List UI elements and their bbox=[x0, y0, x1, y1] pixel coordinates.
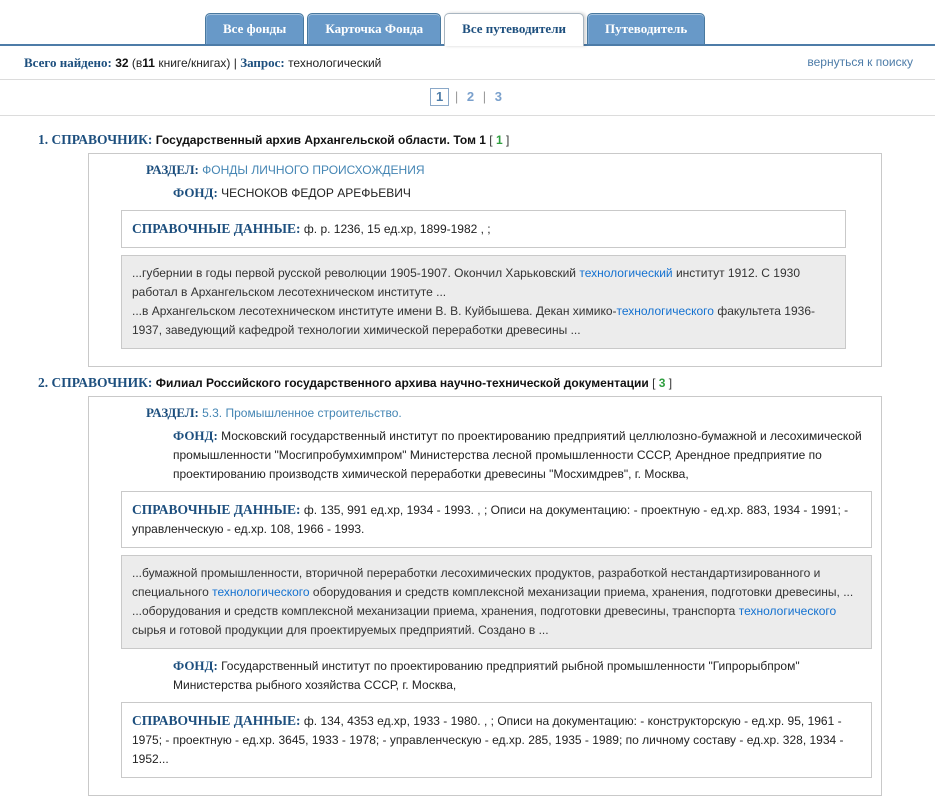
count-bracket-open: [ bbox=[652, 376, 659, 390]
section-link[interactable]: 5.3. Промышленное строительство. bbox=[202, 406, 402, 420]
in-books-close: книге/книгах) bbox=[158, 56, 231, 70]
query-highlight: технологического bbox=[616, 304, 714, 318]
query-highlight: технологического bbox=[212, 585, 310, 599]
search-result bbox=[38, 375, 935, 796]
reference-data-box bbox=[121, 702, 872, 778]
in-books-open: (в bbox=[131, 56, 143, 70]
result-hit-count: 1 bbox=[495, 133, 503, 147]
fond-name: Государственный институт по проектированию предприятий рыбной промышленности "Гипрорыбпром" Министерства рыбного хозяйства СССР, г. Москва, bbox=[173, 659, 800, 692]
fond-name: ЧЕСНОКОВ ФЕДОР АРЕФЬЕВИЧ bbox=[221, 186, 411, 200]
query-label: Запрос: bbox=[240, 55, 285, 70]
result-type-label: СПРАВОЧНИК: bbox=[51, 375, 156, 390]
result-detail-box bbox=[88, 153, 882, 367]
pagination bbox=[0, 80, 935, 115]
reference-data-label: СПРАВОЧНЫЕ ДАННЫЕ: bbox=[132, 502, 304, 517]
count-bracket-open: [ bbox=[489, 133, 496, 147]
snippet-line bbox=[132, 302, 835, 340]
reference-data-box bbox=[121, 210, 846, 248]
result-book-title[interactable]: Филиал Российского государственного архива научно-технической документации bbox=[155, 376, 653, 390]
reference-data-value: ф. р. 1236, 15 ед.хр, 1899-1982 , ; bbox=[303, 222, 491, 236]
result-book-title[interactable]: Государственный архив Архангельской области. Том 1 bbox=[155, 133, 490, 147]
tab-bar bbox=[0, 0, 935, 46]
snippet-text: ...оборудования и средств комплексной механизации приема, хранения, подготовки древесины, транспорта bbox=[132, 604, 739, 618]
result-number: 2. bbox=[38, 375, 52, 390]
result-number: 1. bbox=[38, 132, 52, 147]
snippet-line bbox=[132, 602, 861, 640]
snippet-text: ...губернии в годы первой русской революции 1905-1907. Окончил Харьковский bbox=[132, 266, 580, 280]
count-bracket-close: ] bbox=[502, 133, 510, 147]
pagination-current-page: 1 bbox=[430, 88, 449, 106]
reference-data-value: ф. 134, 4353 ед.хр, 1933 - 1980. , ; Описи на документацию: - конструкторскую - ед.хр. 95, 1961 - 1975; - проектную - ед.хр. 3645, 1933 - 1978; - управленческую - ед.хр. 285, 1935 - 1989; по личному составу - ед.хр. 328, 1934 - 1952... bbox=[132, 714, 844, 766]
query-highlight: технологического bbox=[738, 604, 837, 618]
snippet-box bbox=[121, 555, 872, 649]
result-detail-box bbox=[88, 396, 882, 796]
fond-label: ФОНД: bbox=[173, 428, 222, 443]
pagination-separator: | bbox=[479, 89, 490, 104]
snippet-text: ...в Архангельском лесотехническом институте имени В. В. Куйбышева. Декан химико- bbox=[132, 304, 617, 318]
section-label: РАЗДЕЛ: bbox=[146, 162, 203, 177]
reference-data-label: СПРАВОЧНЫЕ ДАННЫЕ: bbox=[132, 713, 304, 728]
fond-row bbox=[173, 183, 865, 203]
snippet-line bbox=[132, 264, 835, 302]
found-label: Всего найдено: bbox=[24, 55, 112, 70]
reference-data-box bbox=[121, 491, 872, 548]
section-row bbox=[146, 162, 867, 178]
section-label: РАЗДЕЛ: bbox=[146, 405, 203, 420]
snippet-text: ...бумажной промышленности, вторичной переработки лесохимических продуктов, разработкой нестандартизированного и специального bbox=[132, 566, 821, 599]
result-title-row bbox=[38, 132, 935, 148]
snippet-text: институт 1912. С 1930 работал в Архангельском лесотехническом институте ... bbox=[132, 266, 800, 299]
snippet-box bbox=[121, 255, 846, 349]
result-hit-count: 3 bbox=[658, 376, 666, 390]
count-bracket-close: ] bbox=[665, 376, 673, 390]
section-row bbox=[146, 405, 867, 421]
fond-label: ФОНД: bbox=[173, 658, 222, 673]
fond-label: ФОНД: bbox=[173, 185, 222, 200]
tab-4[interactable]: Путеводитель bbox=[587, 13, 705, 44]
snippet-text: сырья и готовой продукции для проектируемых предприятий. Создано в ... bbox=[132, 623, 549, 637]
fond-name: Московский государственный институт по проектированию предприятий целлюлозно-бумажной и лесохимической промышленности "Мосгипробумхимпром" Министерства лесной промышленности СССР, Арендное предприятие по проектированию производств химической переработки древесины "Мосхимдрев", г. Москва, bbox=[173, 429, 862, 481]
fond-row bbox=[173, 426, 865, 484]
snippet-text: оборудования и средств комплексной механизации приема, хранения, подготовки древесины, ... bbox=[309, 585, 854, 599]
results-list bbox=[0, 116, 935, 796]
result-title-row bbox=[38, 375, 935, 391]
snippet-line bbox=[132, 564, 861, 602]
fond-row bbox=[173, 656, 865, 695]
summary-separator: | bbox=[233, 56, 237, 70]
reference-data-value: ф. 135, 991 ед.хр, 1934 - 1993. , ; Описи на документацию: - проектную - ед.хр. 883, 1934 - 1991; - управленческую - ед.хр. 108, 1966 - 1993. bbox=[132, 503, 849, 536]
query-value: технологический bbox=[288, 56, 382, 70]
book-count: 11 bbox=[142, 56, 155, 70]
pagination-separator: | bbox=[451, 89, 462, 104]
result-type-label: СПРАВОЧНИК: bbox=[51, 132, 156, 147]
found-count: 32 bbox=[115, 56, 129, 70]
search-result bbox=[38, 132, 935, 367]
tab-1[interactable]: Все фонды bbox=[205, 13, 304, 44]
section-link[interactable]: ФОНДЫ ЛИЧНОГО ПРОИСХОЖДЕНИЯ bbox=[202, 163, 425, 177]
results-summary bbox=[0, 46, 935, 79]
snippet-text: факультета 1936-1937, заведующий кафедрой технологии химической переработки древесины ... bbox=[132, 304, 815, 337]
reference-data-label: СПРАВОЧНЫЕ ДАННЫЕ: bbox=[132, 221, 304, 236]
tab-2[interactable]: Карточка Фонда bbox=[307, 13, 441, 44]
query-highlight: технологический bbox=[579, 266, 673, 280]
pagination-page-link[interactable]: 3 bbox=[494, 89, 502, 104]
back-to-search-link[interactable]: вернуться к поиску bbox=[807, 55, 913, 69]
pagination-page-link[interactable]: 2 bbox=[466, 89, 475, 104]
tab-3-active[interactable]: Все путеводители bbox=[444, 13, 584, 46]
